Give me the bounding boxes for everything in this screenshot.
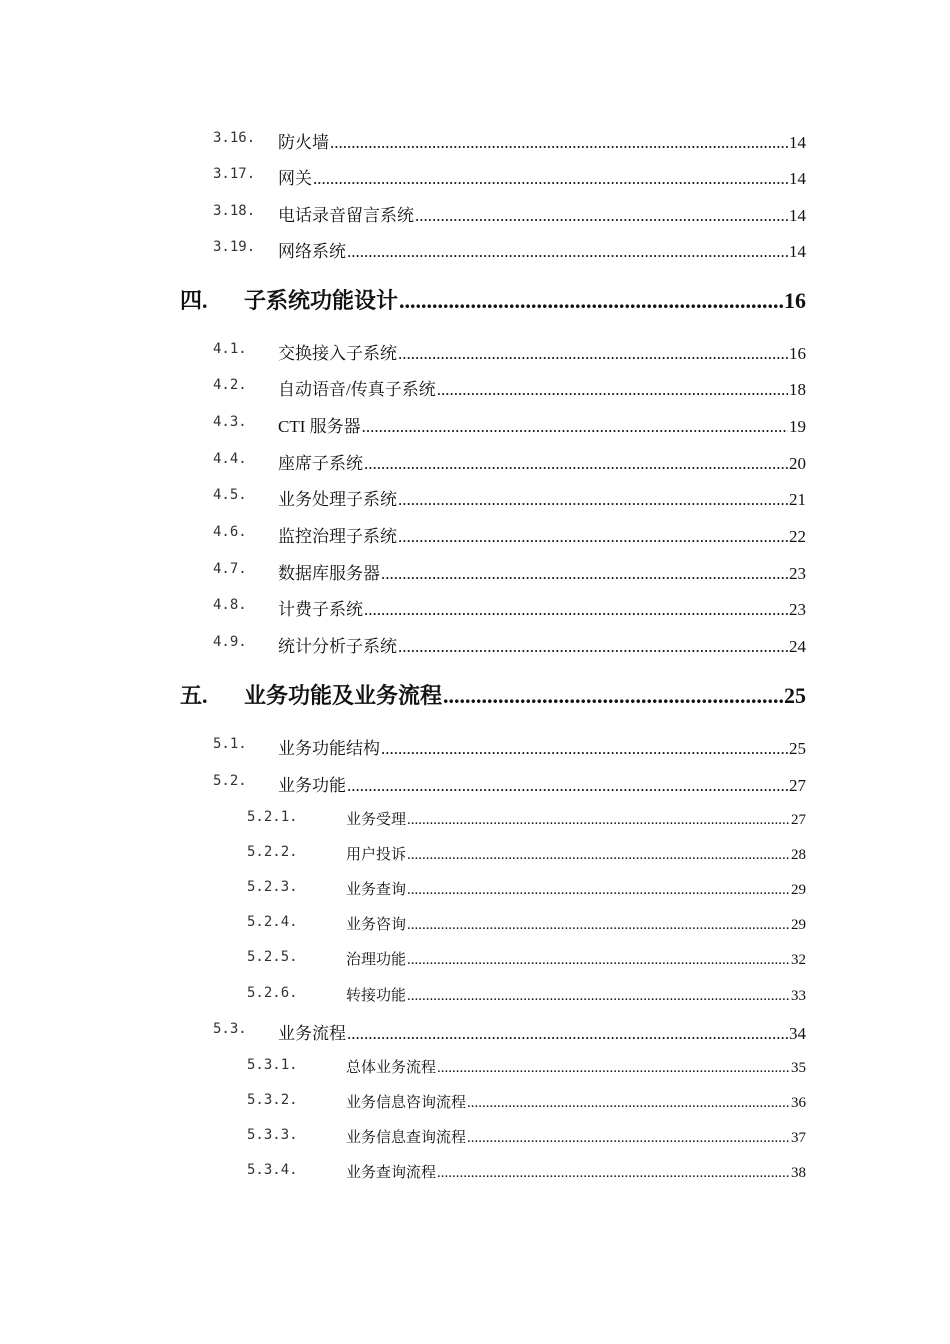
toc-entry-number: 3.16. [213,130,256,146]
toc-subentry[interactable] [0,913,950,948]
toc-entry[interactable] [0,1019,950,1055]
toc-dot-leader [347,776,788,796]
toc-entry-page: 18 [789,380,806,399]
toc-entry-title: 网络系统 [278,242,346,261]
toc-entry[interactable] [0,201,950,237]
toc-dot-leader [381,739,788,759]
toc-dot-leader [443,683,783,709]
toc-dot-leader [407,952,790,969]
toc-entry[interactable] [0,485,950,521]
toc-entry-number: 4.2. [213,377,247,393]
toc-entry[interactable] [0,237,950,273]
toc-entry-number: 3.17. [213,166,256,182]
toc-subentry-title: 业务受理 [346,812,407,828]
toc-entry-title: 统计分析子系统 [278,637,397,656]
toc-entry-page: 23 [789,564,806,583]
toc-entry[interactable] [0,339,950,375]
toc-entry[interactable] [0,559,950,595]
toc-dot-leader [398,637,788,657]
toc-entry[interactable] [0,632,950,668]
toc-subentry-number: 5.3.2. [247,1092,298,1108]
toc-subentry-number: 5.3.3. [247,1127,298,1143]
toc-chapter-entry[interactable] [0,284,950,324]
toc-subentry[interactable] [0,1091,950,1126]
toc-entry-page: 22 [789,527,806,546]
toc-dot-leader [330,133,788,153]
toc-subentry-number: 5.2.6. [247,985,298,1001]
toc-entry-title: 自动语音/传真子系统 [278,380,436,399]
toc-entry[interactable] [0,412,950,448]
toc-entry-number: 5.1. [213,736,247,752]
toc-dot-leader [467,1130,790,1147]
toc-entry[interactable] [0,595,950,631]
toc-entry-page: 14 [789,206,806,225]
toc-subentry[interactable] [0,1056,950,1091]
toc-subentry-title: 用户投诉 [346,847,407,863]
toc-chapter-page: 25 [784,683,806,708]
toc-chapter-page: 16 [784,288,806,313]
toc-entry-title: 数据库服务器 [278,564,380,583]
toc-subentry-page: 28 [791,847,806,863]
toc-chapter-number: 四. [180,288,208,313]
toc-entry-title: CTI 服务器 [278,417,361,436]
toc-entry-number: 4.4. [213,451,247,467]
toc-dot-leader [398,344,788,364]
toc-entry-page: 24 [789,637,806,656]
toc-chapter-number: 五. [180,683,208,708]
toc-subentry-number: 5.2.4. [247,914,298,930]
toc-dot-leader [407,847,790,864]
toc-subentry-title: 业务查询 [346,882,407,898]
toc-entry[interactable] [0,449,950,485]
toc-entry-page: 34 [789,1024,806,1043]
toc-dot-leader [407,917,790,934]
toc-subentry-title: 业务咨询 [346,917,407,933]
toc-subentry-page: 36 [791,1095,806,1111]
toc-subentry-number: 5.2.5. [247,949,298,965]
toc-entry-number: 3.18. [213,203,256,219]
toc-dot-leader [347,242,788,262]
toc-entry-page: 20 [789,454,806,473]
toc-subentry-number: 5.2.1. [247,809,298,825]
toc-entry-number: 4.9. [213,634,247,650]
toc-entry-title: 业务功能结构 [278,739,380,758]
toc-entry-page: 21 [789,490,806,509]
toc-entry-title: 业务处理子系统 [278,490,397,509]
toc-dot-leader [362,417,788,437]
toc-dot-leader [407,988,790,1005]
toc-entry[interactable] [0,128,950,164]
toc-subentry-page: 33 [791,988,806,1004]
toc-dot-leader [437,1165,790,1182]
toc-entry-title: 业务功能 [278,776,346,795]
toc-subentry-title: 业务查询流程 [346,1165,437,1181]
toc-subentry[interactable] [0,1161,950,1196]
toc-dot-leader [364,600,788,620]
toc-subentry-title: 总体业务流程 [346,1060,437,1076]
toc-subentry-page: 32 [791,952,806,968]
toc-subentry-number: 5.2.2. [247,844,298,860]
toc-entry-number: 4.1. [213,341,247,357]
toc-dot-leader [381,564,788,584]
toc-entry[interactable] [0,771,950,807]
toc-entry-number: 4.7. [213,561,247,577]
toc-subentry[interactable] [0,843,950,878]
toc-subentry-page: 38 [791,1165,806,1181]
toc-subentry[interactable] [0,1126,950,1161]
toc-dot-leader [467,1095,790,1112]
toc-entry-title: 计费子系统 [278,600,363,619]
toc-subentry-number: 5.3.4. [247,1162,298,1178]
toc-entry-title: 监控治理子系统 [278,527,397,546]
toc-entry-number: 4.6. [213,524,247,540]
toc-entry-title: 座席子系统 [278,454,363,473]
toc-dot-leader [398,490,788,510]
toc-chapter-title: 子系统功能设计 [244,288,399,313]
toc-subentry-page: 37 [791,1130,806,1146]
toc-entry[interactable] [0,164,950,200]
toc-entry-number: 4.8. [213,597,247,613]
toc-subentry-title: 转接功能 [346,988,407,1004]
toc-subentry[interactable] [0,808,950,843]
toc-entry-number: 3.19. [213,239,256,255]
toc-entry-title: 网关 [278,169,312,188]
toc-chapter-title: 业务功能及业务流程 [244,683,443,708]
toc-entry[interactable] [0,375,950,411]
toc-dot-leader [313,169,788,189]
toc-entry-page: 14 [789,169,806,188]
toc-dot-leader [347,1024,788,1044]
toc-entry-number: 5.3. [213,1021,247,1037]
toc-dot-leader [364,454,788,474]
toc-dot-leader [398,527,788,547]
toc-subentry[interactable] [0,984,950,1019]
toc-dot-leader [437,380,788,400]
toc-subentry[interactable] [0,948,950,983]
toc-entry[interactable] [0,522,950,558]
toc-subentry[interactable] [0,878,950,913]
toc-dot-leader [415,206,788,226]
toc-subentry-title: 业务信息咨询流程 [346,1095,467,1111]
toc-subentry-page: 29 [791,882,806,898]
toc-dot-leader [399,288,783,314]
toc-chapter-entry[interactable] [0,679,950,719]
toc-dot-leader [407,812,790,829]
toc-entry[interactable] [0,734,950,770]
toc-entry-title: 业务流程 [278,1024,346,1043]
toc-entry-title: 交换接入子系统 [278,344,397,363]
toc-entry-page: 25 [789,739,806,758]
toc-subentry-page: 29 [791,917,806,933]
toc-subentry-page: 35 [791,1060,806,1076]
toc-entry-title: 防火墙 [278,133,329,152]
toc-entry-page: 14 [789,133,806,152]
toc-subentry-title: 治理功能 [346,952,407,968]
toc-entry-number: 4.5. [213,487,247,503]
toc-dot-leader [437,1060,790,1077]
toc-entry-number: 5.2. [213,773,247,789]
toc-entry-page: 23 [789,600,806,619]
toc-entry-page: 14 [789,242,806,261]
toc-entry-page: 16 [789,344,806,363]
toc-entry-title: 电话录音留言系统 [278,206,414,225]
toc-subentry-number: 5.3.1. [247,1057,298,1073]
toc-subentry-page: 27 [791,812,806,828]
toc-subentry-number: 5.2.3. [247,879,298,895]
toc-dot-leader [407,882,790,899]
toc-entry-number: 4.3. [213,414,247,430]
toc-entry-page: 27 [789,776,806,795]
toc-entry-page: 19 [789,417,806,436]
toc-subentry-title: 业务信息查询流程 [346,1130,467,1146]
